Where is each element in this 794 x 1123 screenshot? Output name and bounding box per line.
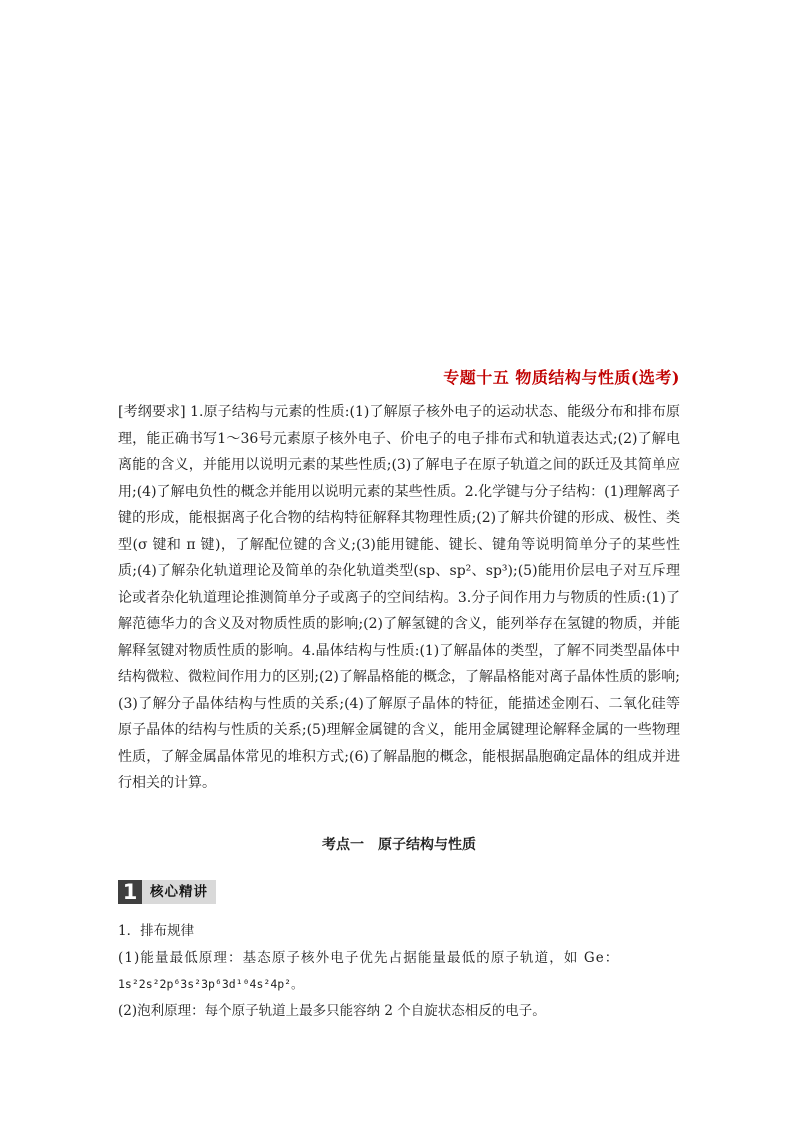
rules-heading: 1．排布规律 xyxy=(118,923,195,939)
badge-label: 核心精讲 xyxy=(142,880,216,904)
rule-energy-minimum: (1)能量最低原理：基态原子核外电子优先占据能量最低的原子轨道，如 Ge： xyxy=(118,949,620,966)
core-summary-badge xyxy=(118,880,216,904)
content-body xyxy=(118,918,680,1024)
chapter-title: 专题十五 物质结构与性质(选考) xyxy=(443,368,680,387)
section-heading: 考点一 原子结构与性质 xyxy=(322,837,476,853)
electron-configuration-formula: 1s²2s²2p⁶3s²3p⁶3d¹⁰4s²4p²。 xyxy=(118,977,303,991)
rule-pauli-principle: (2)泡利原理：每个原子轨道上最多只能容纳 2 个自旋状态相反的电子。 xyxy=(118,1002,546,1019)
syllabus-requirements: [考纲要求] 1.原子结构与元素的性质:(1)了解原子核外电子的运动状态、能级分布和排布原理，能正确书写1～36号元素原子核外电子、价电子的电子排布式和轨道表达式;(2)了解电离能的含义，并能用以说明元素的某些性质;(3)了解电子在原子轨道之间的跃迁及其简单应用;(4)了解电负性的概念并能用以说明元素的某些性质。2.化学键与分子结构：(1)理解离子键的形成，能根据离子化合物的结构特征解释其物理性质;(2)了解共价键的形成、极性、类型(σ 键和 π 键)，了解配位键的含义;(3)能用键能、键长、键角等说明简单分子的某些性质;(4)了解杂化轨道理论及简单的杂化轨道类型(sp、sp²、sp³);(5)能用价层电子对互斥理论或者杂化轨道理论推测简单分子或离子的空间结构。3.分子间作用力与物质的性质:(1)了解范德华力的含义及对物质性质的影响;(2)了解氢键的含义，能列举存在氢键的物质，并能解释氢键对物质性质的影响。4.晶体结构与性质:(1)了解晶体的类型，了解不同类型晶体中结构微粒、微粒间作用力的区别;(2)了解晶格能的概念，了解晶格能对离子晶体性质的影响;(3)了解分子晶体结构与性质的关系;(4)了解原子晶体的特征，能描述金刚石、二氧化硅等原子晶体的结构与性质的关系;(5)理解金属键的含义，能用金属键理论解释金属的一些物理性质，了解金属晶体常见的堆积方式;(6)了解晶胞的概念，能根据晶胞确定晶体的组成并进行相关的计算。 xyxy=(118,404,680,791)
badge-number: 1 xyxy=(118,880,142,904)
